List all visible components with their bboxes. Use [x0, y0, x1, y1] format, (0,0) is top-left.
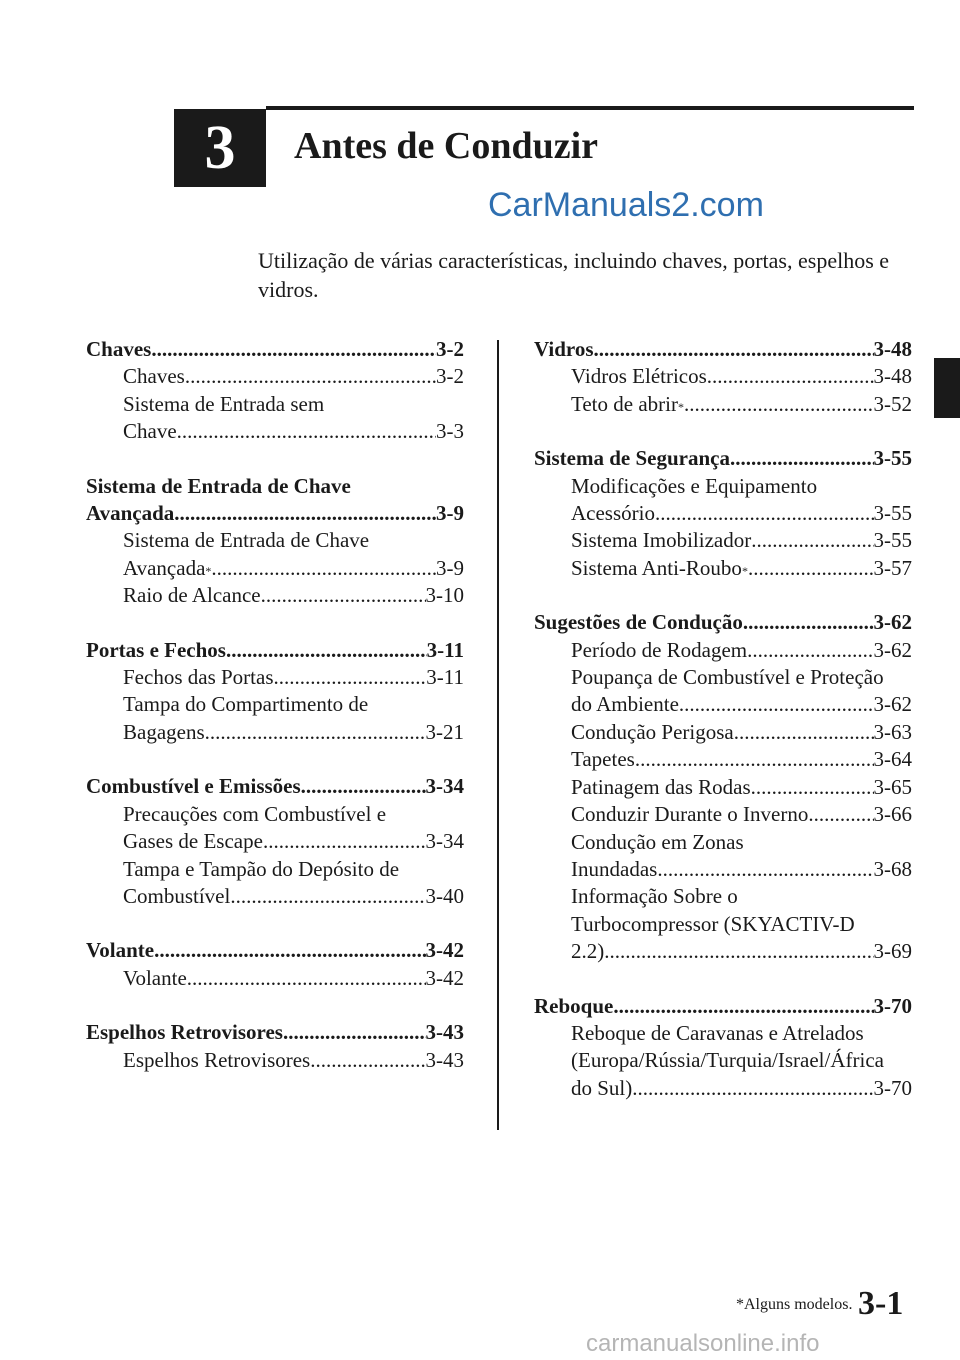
toc-entry-title: Condução Perigosa [571, 719, 734, 744]
dot-leader [151, 336, 436, 363]
watermark-top: CarManuals2.com [488, 186, 764, 224]
toc-entry[interactable] [534, 363, 912, 390]
toc-entry-title: Combustível [123, 883, 231, 908]
chapter-title: Antes de Conduzir [294, 125, 599, 167]
toc-section-heading-page: 3-62 [873, 610, 912, 635]
toc-entry-page: 3-62 [873, 637, 912, 662]
toc-section-heading-title: Vidros [534, 337, 594, 361]
toc-entry-line[interactable]: Informação Sobre o [571, 884, 738, 909]
toc-section-heading-page: 3-9 [436, 501, 464, 526]
toc-entry-title: Espelhos Retrovisores [123, 1047, 311, 1072]
toc-section-heading[interactable] [86, 336, 464, 363]
chapter-number: 3 [204, 113, 236, 182]
dot-leader [594, 336, 874, 363]
dot-leader [154, 937, 425, 964]
dot-leader [211, 555, 436, 582]
toc-section [86, 773, 464, 910]
toc-entry-line[interactable]: Turbocompressor (SKYACTIV-D [571, 911, 855, 936]
dot-leader [655, 500, 874, 527]
toc-section-heading-title: Chaves [86, 337, 152, 361]
toc-entry[interactable] [534, 527, 912, 554]
dot-leader [751, 527, 873, 554]
toc-entry-page: 3-2 [436, 364, 464, 389]
toc-entry[interactable] [86, 828, 464, 855]
toc-entry-page: 3-62 [873, 692, 912, 717]
toc-entry[interactable] [534, 691, 912, 718]
dot-leader [274, 664, 427, 691]
toc-section-heading-page: 3-11 [426, 637, 464, 662]
toc-section-heading[interactable] [534, 445, 912, 472]
toc-entry-line[interactable]: Precauções com Combustível e [123, 801, 387, 826]
dot-leader [205, 719, 426, 746]
toc-entry-line[interactable]: Tampa e Tampão do Depósito de [123, 856, 400, 881]
toc-section-heading[interactable] [534, 336, 912, 363]
toc-entry[interactable] [534, 774, 912, 801]
toc-entry-title: Teto de abrir [571, 391, 678, 416]
toc-entry-page: 3-66 [873, 802, 912, 827]
toc-entry-page: 3-68 [873, 856, 912, 881]
toc-entry-title: Chaves [123, 364, 185, 389]
toc-entry[interactable] [534, 1075, 912, 1102]
toc-entry-page: 3-3 [436, 419, 464, 444]
toc-entry[interactable] [86, 719, 464, 746]
toc-entry-title: Sistema Anti-Roubo [571, 555, 742, 580]
toc-section [86, 336, 464, 446]
toc-entry[interactable] [86, 418, 464, 445]
dot-leader [734, 719, 874, 746]
toc-section-heading[interactable] [534, 609, 912, 636]
toc-entry[interactable]: Teto de abrir * ..... 3-52 [534, 391, 912, 418]
toc-entry[interactable] [86, 965, 464, 992]
toc-section [86, 637, 464, 747]
toc-entry-title: Sistema Imobilizador [571, 528, 752, 553]
toc-left-column [86, 336, 464, 1101]
dot-leader [261, 582, 426, 609]
toc-entry-page: 3-21 [425, 719, 464, 744]
dot-leader [301, 773, 426, 800]
toc-entry[interactable] [86, 363, 464, 390]
dot-leader [679, 691, 874, 718]
dot-leader [635, 746, 874, 773]
toc-entry[interactable] [86, 1047, 464, 1074]
toc-entry-line[interactable]: Poupança de Combustível e Proteção [571, 665, 884, 690]
toc-entry-page: 3-40 [425, 883, 464, 908]
toc-entry-title: Patinagem das Rodas [571, 774, 751, 799]
dot-leader [604, 938, 873, 965]
dot-leader [310, 1047, 425, 1074]
toc-entry-page: 3-42 [425, 965, 464, 990]
toc-entry-title: 2.2) [571, 939, 605, 964]
toc-entry[interactable] [86, 664, 464, 691]
toc-section-heading-page: 3-2 [436, 337, 464, 361]
toc-entry-title: Tapetes [571, 747, 635, 772]
column-divider [497, 340, 499, 1130]
toc-section-heading-title: Avançada [86, 501, 175, 526]
toc-entry-line[interactable]: Sistema de Entrada sem [123, 391, 325, 416]
toc-section-heading-title: Volante [86, 938, 155, 963]
toc-entry-title: Inundadas [571, 856, 658, 881]
toc-section-heading[interactable] [86, 773, 464, 800]
dot-leader [707, 363, 874, 390]
toc-entry-line[interactable]: (Europa/Rússia/Turquia/Israel/África [571, 1048, 884, 1073]
toc-entry-page: 3-63 [873, 719, 912, 744]
dot-leader [185, 363, 436, 390]
toc-entry-page: 3-10 [425, 583, 464, 608]
toc-entry-title: Bagagens [123, 719, 205, 744]
toc-entry-title: Acessório [571, 501, 655, 526]
toc-entry[interactable] [86, 582, 464, 609]
toc-entry-title: Raio de Alcance [123, 583, 261, 608]
toc-entry-page: 3-11 [426, 665, 464, 690]
dot-leader [684, 391, 874, 418]
toc-entry-page: 3-70 [873, 1075, 912, 1100]
toc-section [534, 993, 912, 1103]
toc-entry-title: Volante [123, 965, 187, 990]
toc-section-heading[interactable] [534, 993, 912, 1020]
dot-leader [263, 828, 426, 855]
toc-section-heading-title: Sugestões de Condução [534, 610, 743, 635]
toc-entry-line[interactable]: Reboque de Caravanas e Atrelados [571, 1020, 864, 1045]
dot-leader [613, 993, 873, 1020]
footnote: *Alguns modelos. [736, 1296, 853, 1313]
toc-entry-title: do Sul) [571, 1075, 633, 1100]
toc-section-heading-title: Sistema de Segurança [534, 446, 730, 471]
toc-entry[interactable] [534, 746, 912, 773]
toc-entry-page: 3-57 [873, 555, 912, 580]
dot-leader [730, 445, 874, 472]
toc-section-heading-page: 3-42 [425, 938, 464, 963]
toc-entry-line[interactable]: Condução em Zonas [571, 829, 744, 854]
dot-leader [226, 637, 427, 664]
toc-entry[interactable] [534, 500, 912, 527]
toc-entry-title: Conduzir Durante o Inverno [571, 802, 809, 827]
chapter-intro: Utilização de várias características, incluindo chaves, portas, espelhos e vidros. [258, 248, 890, 302]
toc-section [86, 1019, 464, 1074]
toc-entry-line[interactable]: Tampa do Compartimento de [123, 692, 369, 717]
toc-entry-title: Avançada [123, 555, 206, 580]
toc-section-heading-page: 3-43 [425, 1020, 464, 1045]
toc-section-heading-page: 3-48 [873, 337, 912, 361]
toc-section-heading-title: Portas e Fechos [86, 637, 226, 662]
toc-entry-title: Gases de Escape [123, 829, 263, 854]
toc-entry-title: Chave [123, 419, 177, 444]
toc-entry-title: Período de Rodagem [571, 637, 748, 662]
dot-leader [177, 418, 436, 445]
toc-section [534, 445, 912, 582]
dot-leader [808, 801, 873, 828]
toc-entry-page: 3-65 [873, 774, 912, 799]
chapter-side-tab [934, 358, 960, 418]
toc-section-heading-page: 3-70 [873, 993, 912, 1018]
toc-section-title-line[interactable]: Sistema de Entrada de Chave [86, 473, 351, 498]
dot-leader [751, 774, 874, 801]
toc-entry-title: do Ambiente [571, 692, 679, 717]
toc-entry[interactable] [86, 883, 464, 910]
dot-leader [283, 1019, 426, 1046]
chapter-header-rule [266, 106, 914, 110]
dot-leader [748, 555, 874, 582]
toc-entry-page: 3-52 [873, 391, 912, 416]
toc-entry[interactable]: Sistema Anti-Roubo * ..... 3-57 [534, 555, 912, 582]
toc-entry-page: 3-48 [873, 364, 912, 389]
page-number: 3-1 [858, 1285, 904, 1322]
toc-entry-page: 3-64 [873, 747, 912, 772]
toc-section-heading-page: 3-34 [425, 774, 464, 799]
toc-section-heading-page: 3-55 [873, 446, 912, 471]
toc-entry-page: 3-9 [436, 555, 464, 580]
toc-entry-page: 3-69 [873, 939, 912, 964]
dot-leader [230, 883, 425, 910]
toc-section-heading[interactable] [86, 637, 464, 664]
toc-entry-page: 3-34 [425, 829, 464, 854]
toc-entry-page: 3-55 [873, 501, 912, 526]
toc-section-heading[interactable] [86, 937, 464, 964]
toc-section-heading-title: Combustível e Emissões [86, 774, 301, 799]
toc-entry-line[interactable]: Sistema de Entrada de Chave [123, 528, 370, 553]
dot-leader [747, 637, 873, 664]
toc-entry[interactable] [534, 719, 912, 746]
chapter-number-box [174, 109, 266, 187]
toc-section-heading[interactable] [86, 1019, 464, 1046]
toc-section-heading[interactable] [86, 500, 464, 527]
toc-section [534, 336, 912, 418]
toc-entry[interactable] [534, 856, 912, 883]
toc-entry-title: Vidros Elétricos [571, 364, 707, 389]
toc-section-heading-title: Reboque [534, 993, 614, 1018]
toc-entry[interactable]: Avançada * ..... 3-9 [86, 555, 464, 582]
watermark-bottom: carmanualsonline.info [586, 1330, 820, 1357]
toc-entry[interactable] [534, 801, 912, 828]
toc-entry-line[interactable]: Modificações e Equipamento [571, 473, 818, 498]
toc-right-column [534, 336, 912, 1129]
toc-section [86, 473, 464, 610]
toc-entry-page: 3-55 [873, 528, 912, 553]
dot-leader [174, 500, 436, 527]
toc-entry-page: 3-43 [425, 1047, 464, 1072]
dot-leader [743, 609, 874, 636]
toc-section [534, 609, 912, 965]
toc-section [86, 937, 464, 992]
toc-section-heading-title: Espelhos Retrovisores [86, 1020, 283, 1045]
dot-leader [187, 965, 426, 992]
toc-entry[interactable] [534, 637, 912, 664]
dot-leader [632, 1075, 873, 1102]
toc-entry[interactable] [534, 938, 912, 965]
toc-entry-title: Fechos das Portas [123, 665, 274, 690]
dot-leader [657, 856, 873, 883]
